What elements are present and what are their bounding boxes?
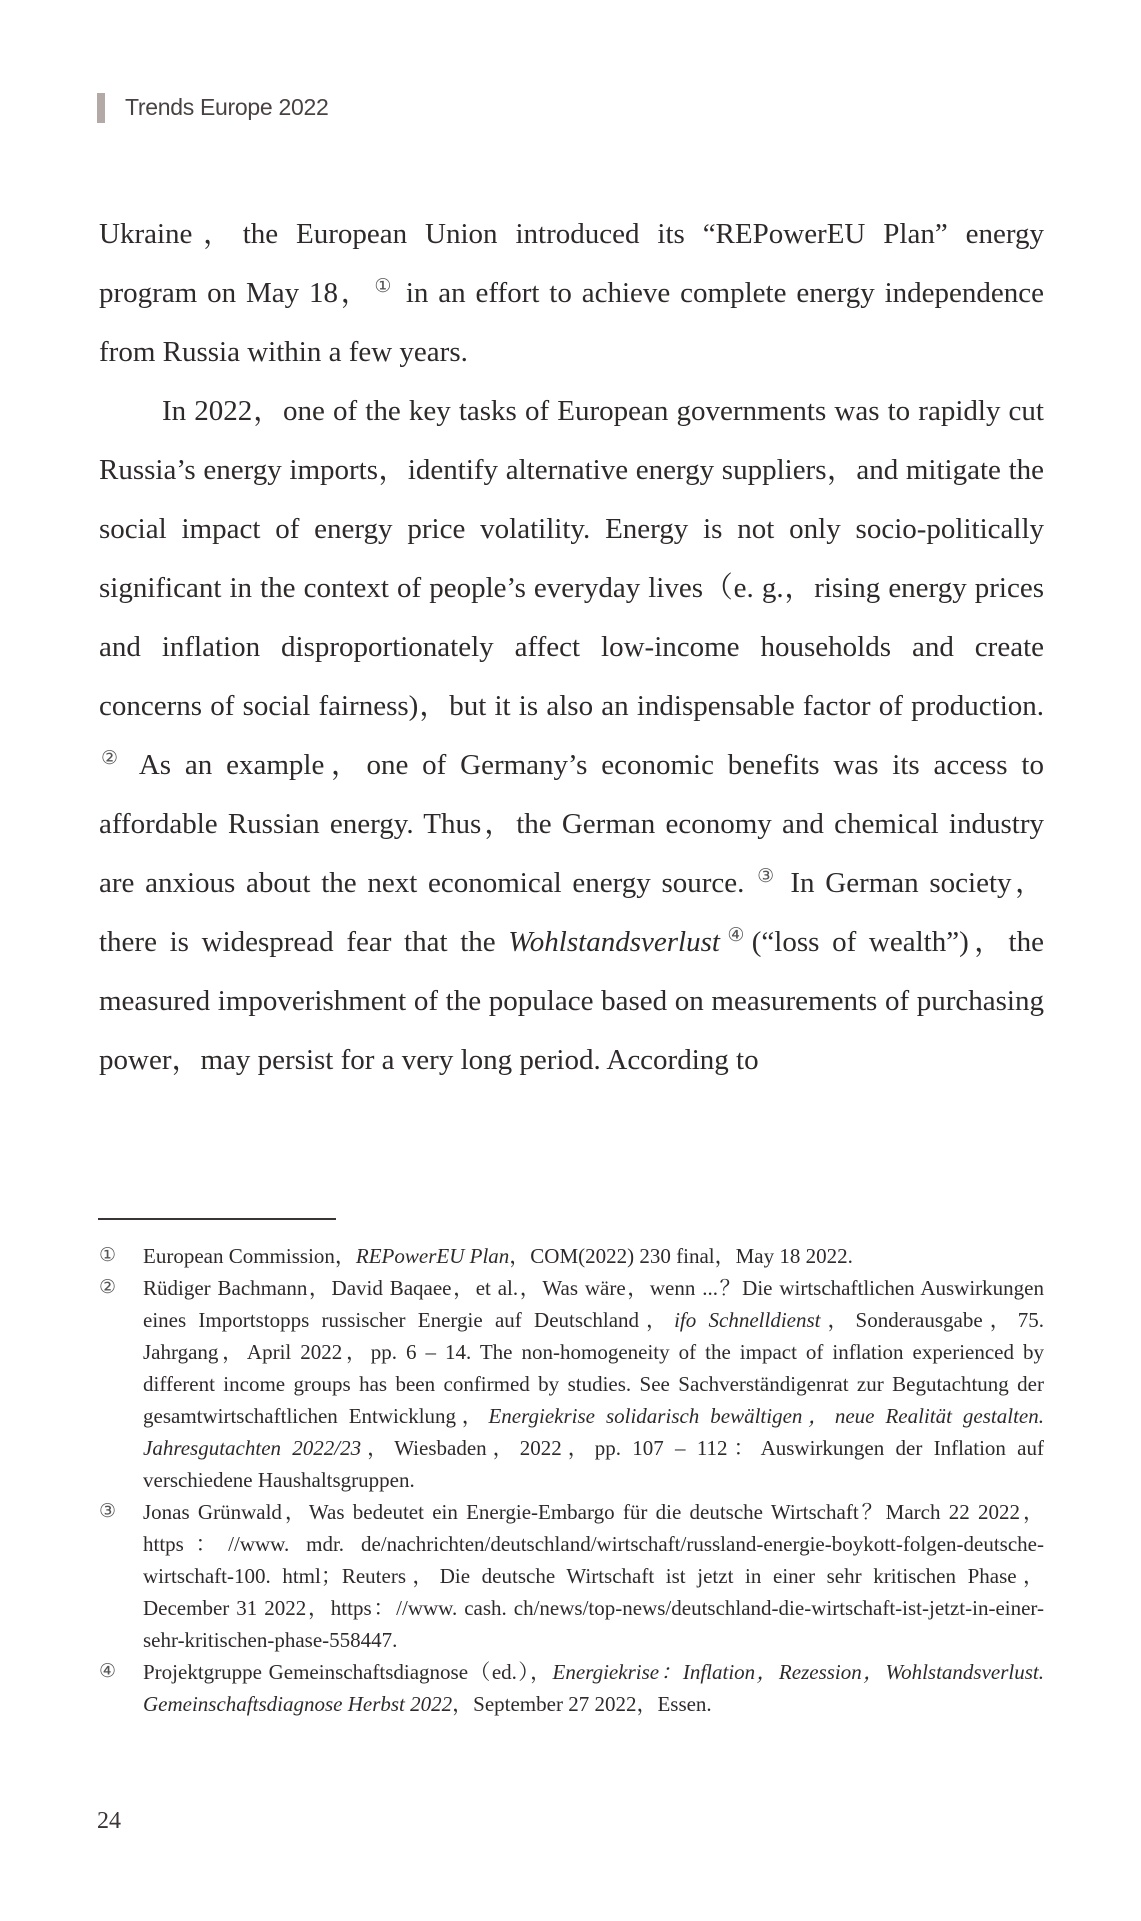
italic-term: Wohlstandsverlust (508, 926, 720, 958)
text-run: In 2022，one of the key tasks of European governments was to rapidly cut Russia’s energy imports，identify alternative energy suppliers，and mitigate the social impact of energy price volatility. Energy is not only socio-politically significant in the context of people’s everyday lives（e. g.，rising energy prices and inflation disproportionately affect low-income households and create concerns of social fairness)，but it is also an indispensable factor of production. (99, 395, 1044, 722)
footnote-1 (99, 1240, 1044, 1272)
footnotes (99, 1240, 1044, 1720)
footnote-text: Rüdiger Bachmann，David Baqaee，et al.，Was wäre，wenn ...？Die wirtschaftlichen Auswirkungen eines Importstopps russischer Energie auf Deutschland，ifo Schnelldienst，Sonderausgabe，75. Jahrgang，April 2022，pp. 6 – 14. The non-homogeneity of the impact of inflation experienced by different income groups has been confirmed by studies. See Sachverständigenrat zur Begutachtung der gesamtwirtschaftlichen Entwicklung，Energiekrise solidarisch bewältigen，neue Realität gestalten. Jahresgutachten 2022/23，Wiesbaden，2022，pp. 107 – 112：Auswirkungen der Inflation auf verschiedene Haushaltsgruppen. (143, 1276, 1045, 1492)
footnote-text: European Commission，REPowerEU Plan，COM(2022) 230 final，May 18 2022. (143, 1244, 853, 1268)
paragraph-1 (99, 205, 1044, 382)
text-run: As an example，one of Germany’s economic benefits was its access to affordable Russian energy. Thus，the German economy and chemical industry are anxious about the next economical energy source. (99, 749, 1044, 899)
text-run: Ukraine，the European Union introduced its “REPowerEU Plan” energy program on May 18， (99, 218, 1044, 309)
body-text (99, 205, 1044, 1090)
footnote-2 (99, 1272, 1044, 1496)
footnote-ref-4[interactable]: ④ (721, 925, 750, 946)
footnote-mark: ② (99, 1277, 117, 1298)
footnote-4 (99, 1656, 1044, 1720)
footnote-text: Projektgruppe Gemeinschaftsdiagnose（ed.），Energiekrise：Inflation，Rezession，Wohlstandsverlust. Gemeinschaftsdiagnose Herbst 2022，September 27 2022，Essen. (143, 1660, 1044, 1716)
footnote-ref-1[interactable]: ① (374, 276, 394, 297)
running-head-bar (97, 93, 105, 123)
footnote-ref-2[interactable]: ② (101, 748, 125, 769)
paragraph-2 (99, 382, 1044, 1090)
footnote-ref-3[interactable]: ③ (757, 866, 778, 887)
footnote-mark: ① (99, 1245, 117, 1266)
footnote-3 (99, 1496, 1044, 1656)
text-run: in an effort to achieve complete energy independence from Russia within a few years. (99, 277, 1045, 368)
page-number: 24 (97, 1808, 121, 1834)
text-run: (“loss of wealth”)，the measured impoverishment of the populace based on measurements of purchasing power，may persist for a very long period. According to (99, 926, 1044, 1076)
footnote-mark: ③ (99, 1501, 117, 1522)
footnote-text: Jonas Grünwald，Was bedeutet ein Energie-Embargo für die deutsche Wirtschaft？March 22 2022，https：//www. mdr. de/nachrichten/deutschland/wirtschaft/russland-energie-boykott-folgen-deutsche-wirtschaft-100. html；Reuters，Die deutsche Wirtschaft ist jetzt in einer sehr kritischen Phase，December 31 2022，https：//www. cash. ch/news/top-news/deutschland-die-wirtschaft-ist-jetzt-in-einer-sehr-kritischen-phase-558447. (143, 1500, 1044, 1652)
running-head (97, 92, 328, 123)
footnote-separator (98, 1218, 336, 1220)
footnote-mark: ④ (99, 1661, 117, 1682)
text-run: In German society，there is widespread fear that the (99, 867, 1044, 958)
running-head-title: Trends Europe 2022 (125, 94, 329, 120)
